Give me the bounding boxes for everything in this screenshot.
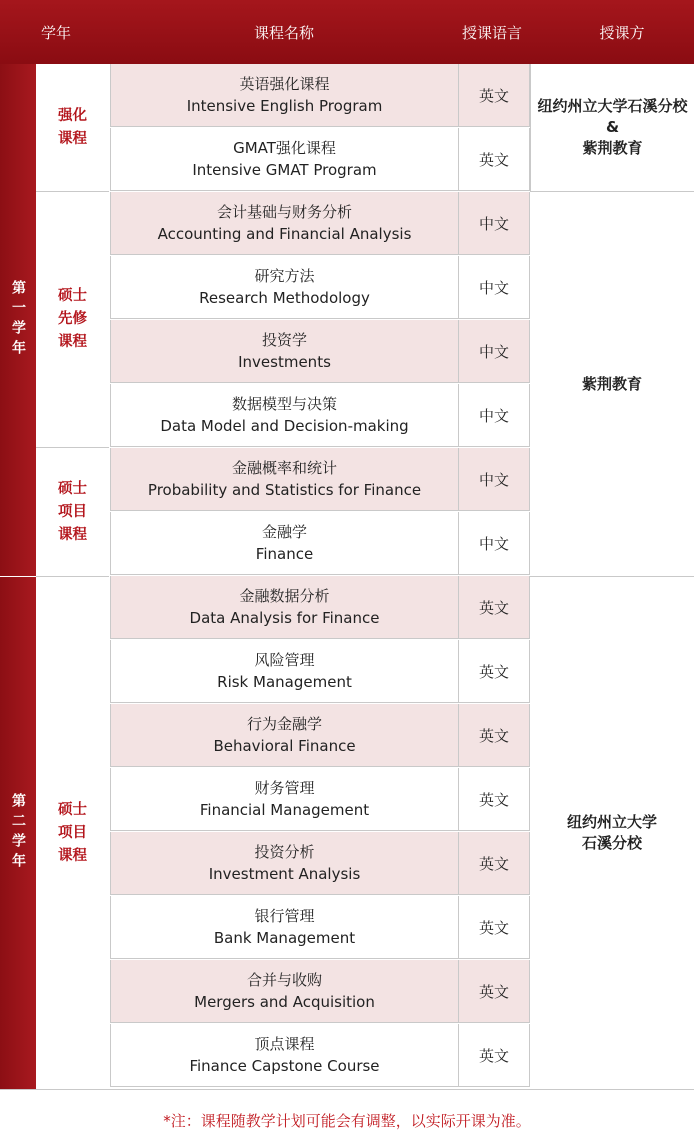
course-name-en: Bank Management: [213, 929, 356, 947]
course-name-en: Mergers and Acquisition: [194, 993, 375, 1011]
course-name-cell: [110, 128, 458, 191]
course-language-cell: 英文: [458, 64, 530, 127]
course-name-cn: 顶点课程: [254, 1035, 315, 1053]
course-name-cell: [110, 192, 458, 255]
course-name-en: Investment Analysis: [208, 865, 361, 883]
course-name-cell: [110, 704, 458, 767]
footnote: *注：课程随教学计划可能会有调整，以实际开课为准。: [163, 1112, 531, 1130]
course-name-cn: 数据模型与决策: [231, 395, 337, 413]
course-name-cell: [110, 576, 458, 639]
course-name-en: Risk Management: [217, 673, 352, 691]
provider-line: 石溪分校: [581, 834, 642, 852]
provider-cell-zijing: [530, 192, 694, 577]
header-language: 授课语言: [461, 24, 523, 42]
type-cell-prerequisite: 硕士 先修 课程: [36, 192, 109, 448]
course-name-cn: 研究方法: [254, 267, 315, 285]
course-name-cell: [110, 640, 458, 703]
course-name-en: Data Model and Decision-making: [160, 417, 409, 435]
course-name-cn: 投资分析: [254, 843, 315, 861]
course-language-cell: 英文: [458, 768, 530, 831]
course-name-cell: [110, 896, 458, 959]
course-language-cell: 中文: [458, 512, 530, 575]
course-language-cell: 英文: [458, 640, 530, 703]
course-name-cell: [110, 448, 458, 511]
course-name-cell: [110, 960, 458, 1023]
course-language-cell: 英文: [458, 704, 530, 767]
type-cell-program-year2: 硕士 项目 课程: [36, 577, 109, 1090]
course-name-en: Finance Capstone Course: [189, 1057, 380, 1075]
header-provider: 授课方: [599, 24, 645, 42]
header-course: 课程名称: [253, 24, 315, 42]
year-cell-first: 第一学年: [0, 64, 36, 577]
course-name-cn: 英语强化课程: [239, 75, 330, 93]
course-language-cell: 英文: [458, 576, 530, 639]
course-name-en: Data Analysis for Finance: [189, 609, 380, 627]
course-name-en: Intensive GMAT Program: [192, 161, 377, 179]
provider-line: 纽约州立大学: [566, 813, 657, 831]
course-language-cell: 中文: [458, 192, 530, 255]
course-name-en: Financial Management: [199, 801, 370, 819]
course-name-cn: 投资学: [261, 331, 307, 349]
header-year: 学年: [40, 24, 72, 42]
course-name-cn: 行为金融学: [246, 715, 322, 733]
course-name-cell: [110, 384, 458, 447]
course-language-cell: 英文: [458, 128, 530, 191]
course-name-en: Probability and Statistics for Finance: [147, 481, 422, 499]
course-name-en: Accounting and Financial Analysis: [157, 225, 412, 243]
course-name-cn: 财务管理: [254, 779, 315, 797]
course-name-cn: 金融学: [261, 523, 307, 541]
provider-cell-joint: [530, 64, 694, 192]
course-language-cell: 中文: [458, 448, 530, 511]
course-name-cell: [110, 832, 458, 895]
course-name-cell: [110, 512, 458, 575]
provider-line: 纽约州立大学石溪分校: [537, 97, 688, 115]
course-name-en: Investments: [238, 353, 331, 371]
course-name-cell: [110, 256, 458, 319]
course-name-cn: 合并与收购: [246, 971, 322, 989]
year-cell-second: 第二学年: [0, 577, 36, 1090]
course-language-cell: 英文: [458, 896, 530, 959]
course-name-en: Finance: [255, 545, 314, 563]
course-name-cn: 银行管理: [254, 907, 315, 925]
course-name-cn: 金融概率和统计: [231, 459, 337, 477]
course-name-en: Intensive English Program: [186, 97, 383, 115]
course-name-cn: 风险管理: [254, 651, 315, 669]
course-language-cell: 中文: [458, 320, 530, 383]
table-header: [0, 0, 694, 64]
course-language-cell: 英文: [458, 1024, 530, 1087]
type-cell-program-year1: 硕士 项目 课程: [36, 448, 109, 577]
type-cell-intensive: 强化 课程: [36, 64, 109, 192]
course-name-en: Research Methodology: [199, 289, 370, 307]
course-name-cell: [110, 768, 458, 831]
course-language-cell: 英文: [458, 960, 530, 1023]
course-language-cell: 英文: [458, 832, 530, 895]
course-name-cn: 金融数据分析: [239, 587, 330, 605]
table-bottom-border: [0, 1089, 694, 1090]
provider-line: 紫荆教育: [582, 139, 643, 157]
course-name-cn: 会计基础与财务分析: [216, 203, 352, 221]
course-language-cell: 中文: [458, 384, 530, 447]
course-name-cn: GMAT强化课程: [233, 139, 336, 157]
course-name-en: Behavioral Finance: [213, 737, 356, 755]
provider-line: &: [605, 118, 620, 136]
provider-line: 紫荆教育: [581, 374, 642, 393]
course-name-cell: [110, 1024, 458, 1087]
course-language-cell: 中文: [458, 256, 530, 319]
course-name-cell: [110, 320, 458, 383]
course-name-cell: [110, 64, 458, 127]
provider-cell-stonybrook: [530, 577, 694, 1090]
